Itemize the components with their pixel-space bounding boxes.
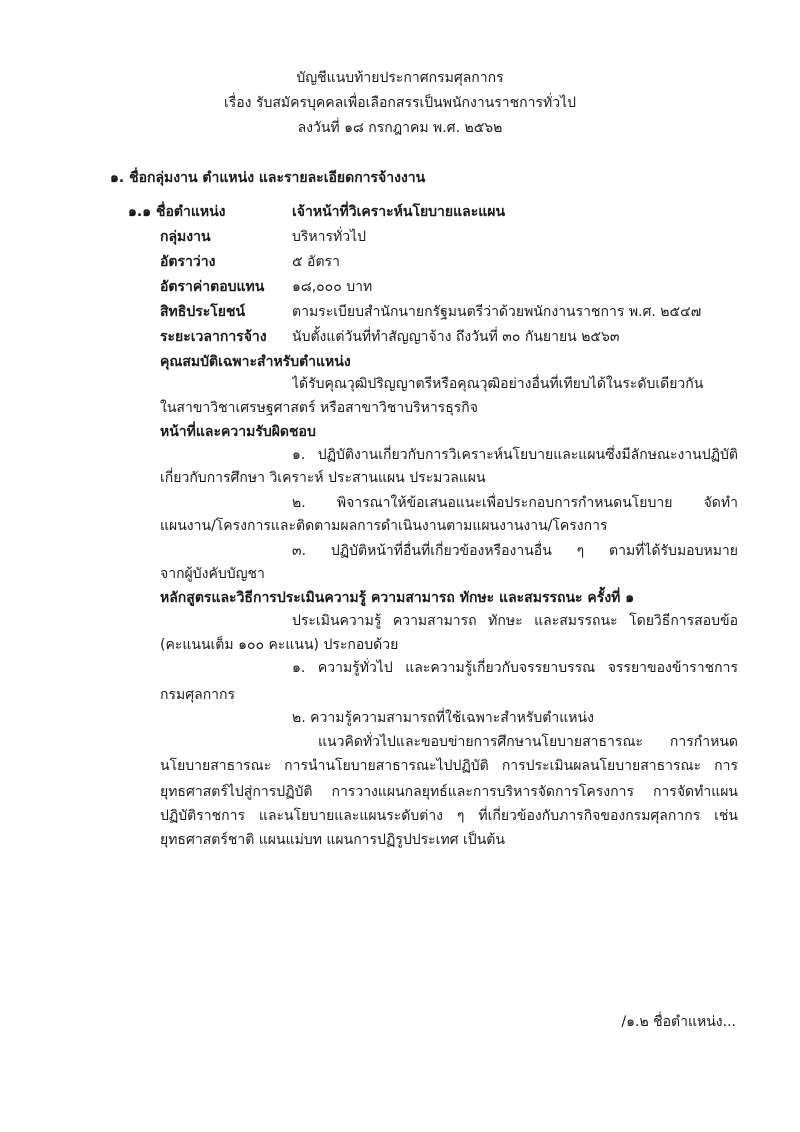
- field-label: สิทธิประโยชน์: [160, 304, 246, 320]
- continuation-note: /๑.๒ ชื่อตำแหน่ง...: [621, 1014, 736, 1030]
- field-label: กลุ่มงาน: [160, 229, 211, 245]
- doc-subject: เรื่อง รับสมัครบุคคลเพื่อเลือกสรรเป็นพนักงานราชการทั่วไป: [223, 95, 577, 111]
- paragraph-line: ๒. พิจารณาให้ข้อเสนอแนะเพื่อประกอบการกำหนดนโยบาย จัดทำ: [292, 495, 738, 511]
- doc-date: ลงวันที่ ๑๘ กรกฎาคม พ.ศ. ๒๕๖๒: [297, 120, 503, 136]
- position-name: เจ้าหน้าที่วิเคราะห์นโยบายและแผน: [292, 204, 506, 220]
- paragraph-line: ๒. ความรู้ความสามารถที่ใช้เฉพาะสำหรับตำแหน่ง: [292, 710, 594, 726]
- paragraph-line: แนวคิดทั่วไปและขอบข่ายการศึกษานโยบายสาธารณะ การกำหนด: [318, 734, 738, 750]
- field-value: ๕ อัตรา: [292, 254, 340, 270]
- duties-heading: หน้าที่และความรับผิดชอบ: [160, 424, 316, 440]
- paragraph-line: ในสาขาวิชาเศรษฐศาสตร์ หรือสาขาวิชาบริหารธุรกิจ: [160, 400, 478, 416]
- doc-title: บัญชีแนบท้ายประกาศกรมศุลกากร: [296, 70, 504, 86]
- paragraph-line: ประเมินความรู้ ความสามารถ ทักษะ และสมรรถนะ โดยวิธีการสอบข้อ: [292, 613, 738, 629]
- qualifications-heading: คุณสมบัติเฉพาะสำหรับตำแหน่ง: [160, 354, 351, 370]
- section-heading: ๑. ชื่อกลุ่มงาน ตำแหน่ง และรายละเอียดการจ้างงาน: [110, 170, 426, 186]
- paragraph-line: กรมศุลกากร: [160, 687, 236, 703]
- paragraph-line: ๑. ความรู้ทั่วไป และความรู้เกี่ยวกับจรรยาบรรณ จรรยาของข้าราชการ: [292, 660, 738, 676]
- field-label: อัตราว่าง: [160, 254, 216, 270]
- paragraph-line: ยุทธศาสตร์ไปสู่การปฏิบัติ การวางแผนกลยุทธ์และการบริหารจัดการโครงการ การจัดทำแผน: [160, 784, 738, 800]
- paragraph-line: ๑. ปฏิบัติงานเกี่ยวกับการวิเคราะห์นโยบายและแผนซึ่งมีลักษณะงานปฏิบัติ: [292, 447, 738, 463]
- paragraph-line: ปฏิบัติราชการ และนโยบายและแผนระดับต่าง ๆ ที่เกี่ยวข้องกับภารกิจของกรมศุลกากร เช่น: [160, 808, 738, 824]
- field-label: ๑.๑ ชื่อตำแหน่ง: [128, 204, 226, 220]
- paragraph-line: แผนงาน/โครงการและติดตามผลการดำเนินงานตามแผนงานงาน/โครงการ: [160, 518, 608, 534]
- field-value: นับตั้งแต่วันที่ทำสัญญาจ้าง ถึงวันที่ ๓๐ กันยายน ๒๕๖๓: [292, 329, 620, 345]
- field-value: ๑๘,๐๐๐ บาท: [292, 279, 373, 295]
- paragraph-line: ยุทธศาสตร์ชาติ แผนแม่บท แผนการปฏิรูปประเทศ เป็นต้น: [160, 832, 505, 848]
- field-value: ตามระเบียบสำนักนายกรัฐมนตรีว่าด้วยพนักงานราชการ พ.ศ. ๒๕๔๗: [292, 304, 702, 320]
- field-value: บริหารทั่วไป: [292, 229, 367, 245]
- paragraph-line: (คะแนนเต็ม ๑๐๐ คะแนน) ประกอบด้วย: [160, 637, 399, 653]
- field-label: ระยะเวลาการจ้าง: [160, 329, 267, 345]
- paragraph-line: ๓. ปฏิบัติหน้าที่อื่นที่เกี่ยวข้องหรืองานอื่น ๆ ตามที่ได้รับมอบหมาย: [292, 543, 738, 559]
- paragraph-line: จากผู้บังคับบัญชา: [160, 566, 265, 582]
- paragraph-line: นโยบายสาธารณะ การนำนโยบายสาธารณะไปปฏิบัติ การประเมินผลนโยบายสาธารณะ การ: [160, 758, 738, 774]
- paragraph-line: ได้รับคุณวุฒิปริญญาตรีหรือคุณวุฒิอย่างอื่นที่เทียบได้ในระดับเดียวกัน: [292, 376, 704, 392]
- assessment-heading: หลักสูตรและวิธีการประเมินความรู้ ความสามารถ ทักษะ และสมรรถนะ ครั้งที่ ๑: [160, 590, 635, 606]
- paragraph-line: เกี่ยวกับการศึกษา วิเคราะห์ ประสานแผน ประมวลแผน: [160, 470, 486, 486]
- field-label: อัตราค่าตอบแทน: [160, 279, 265, 295]
